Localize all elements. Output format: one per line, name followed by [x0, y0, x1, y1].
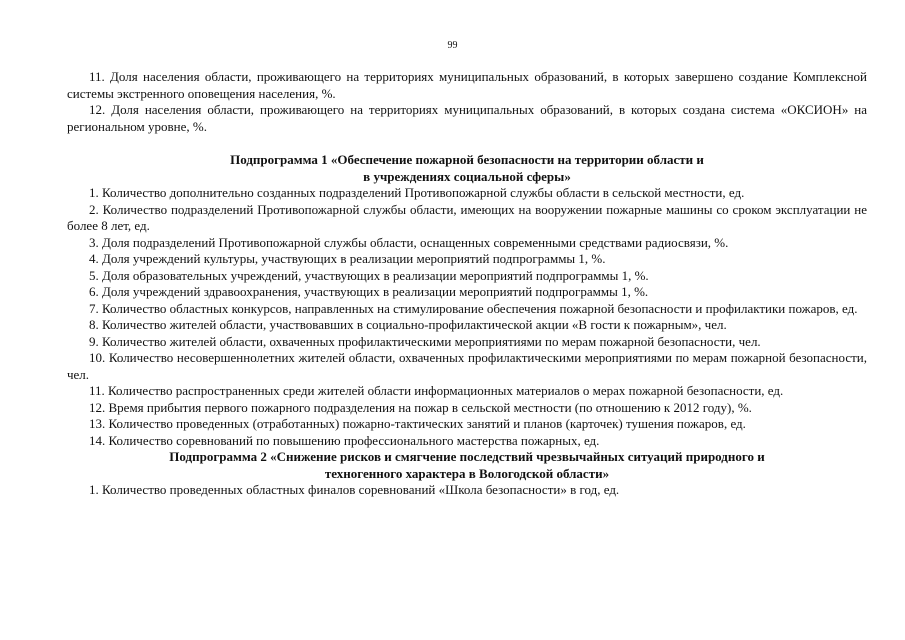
subprogram1-item: 6. Доля учреждений здравоохранения, участвующих в реализации мероприятий подпрограммы 1, %. — [89, 284, 649, 299]
subprogram1-item: 11. Количество распространенных среди жителей области информационных материалов о мерах пожарной безопасности, ед. — [89, 383, 784, 398]
subprogram2-item: 1. Количество проведенных областных финалов соревнований «Школа безопасности» в год, ед. — [89, 482, 620, 497]
subprogram1-item: 7. Количество областных конкурсов, направленных на стимулирование обеспечения пожарной безопасности и профилактики пожаров, ед. — [89, 300, 858, 316]
subprogram2-title-line2: техногенного характера в Вологодской области» — [324, 465, 610, 481]
subprogram1-item: 13. Количество проведенных (отработанных) пожарно-тактических занятий и планов (карточек) тушения пожаров, ед. — [89, 416, 746, 431]
subprogram2-title — [67, 449, 867, 482]
subprogram1-item: 9. Количество жителей области, охваченных профилактическими мероприятиями по мерам пожарной безопасности, чел. — [89, 333, 761, 349]
subprogram1-title — [67, 152, 867, 185]
subprogram1-item: 5. Доля образовательных учреждений, участвующих в реализации мероприятий подпрограммы 1, %. — [89, 267, 649, 283]
intro-item: 12. Доля населения области, проживающего на территориях муниципальных образований, в которых создана система «ОКСИОН» на региональном уровне, %. — [67, 102, 867, 134]
document-body — [67, 69, 867, 499]
subprogram1-item: 14. Количество соревнований по повышению профессионального мастерства пожарных, ед. — [89, 432, 600, 448]
subprogram1-item: 12. Время прибытия первого пожарного подразделения на пожар в сельской местности (по отношению к 2012 году), %. — [89, 399, 752, 415]
section-gap — [67, 135, 867, 152]
subprogram1-title-line1: Подпрограмма 1 «Обеспечение пожарной безопасности на территории области и — [230, 152, 704, 167]
subprogram1-item: 8. Количество жителей области, участвовавших в социально-профилактической акции «В гости к пожарным», чел. — [89, 317, 727, 332]
subprogram1-item: 4. Доля учреждений культуры, участвующих в реализации мероприятий подпрограммы 1, %. — [89, 251, 606, 266]
subprogram1-item: 1. Количество дополнительно созданных подразделений Противопожарной службы области в сельской местности, ед. — [89, 185, 745, 200]
intro-item: 11. Доля населения области, проживающего на территориях муниципальных образований, в которых завершено создание Комплексной системы экстренного оповещения населения, %. — [67, 69, 867, 101]
subprogram1-item: 2. Количество подразделений Противопожарной службы области, имеющих на вооружении пожарные машины со сроком эксплуатации не более 8 лет, ед. — [67, 201, 867, 233]
subprogram1-title-line2: в учреждениях социальной сферы» — [363, 168, 571, 184]
subprogram1-item: 3. Доля подразделений Противопожарной службы области, оснащенных современными средствами радиосвязи, %. — [89, 234, 729, 250]
page-number: 99 — [447, 40, 458, 51]
subprogram1-item: 10. Количество несовершеннолетних жителей области, охваченных профилактическими мероприятиями по мерам пожарной безопасности, чел. — [67, 350, 867, 382]
subprogram2-title-line1: Подпрограмма 2 «Снижение рисков и смягчение последствий чрезвычайных ситуаций природного и — [169, 449, 765, 464]
